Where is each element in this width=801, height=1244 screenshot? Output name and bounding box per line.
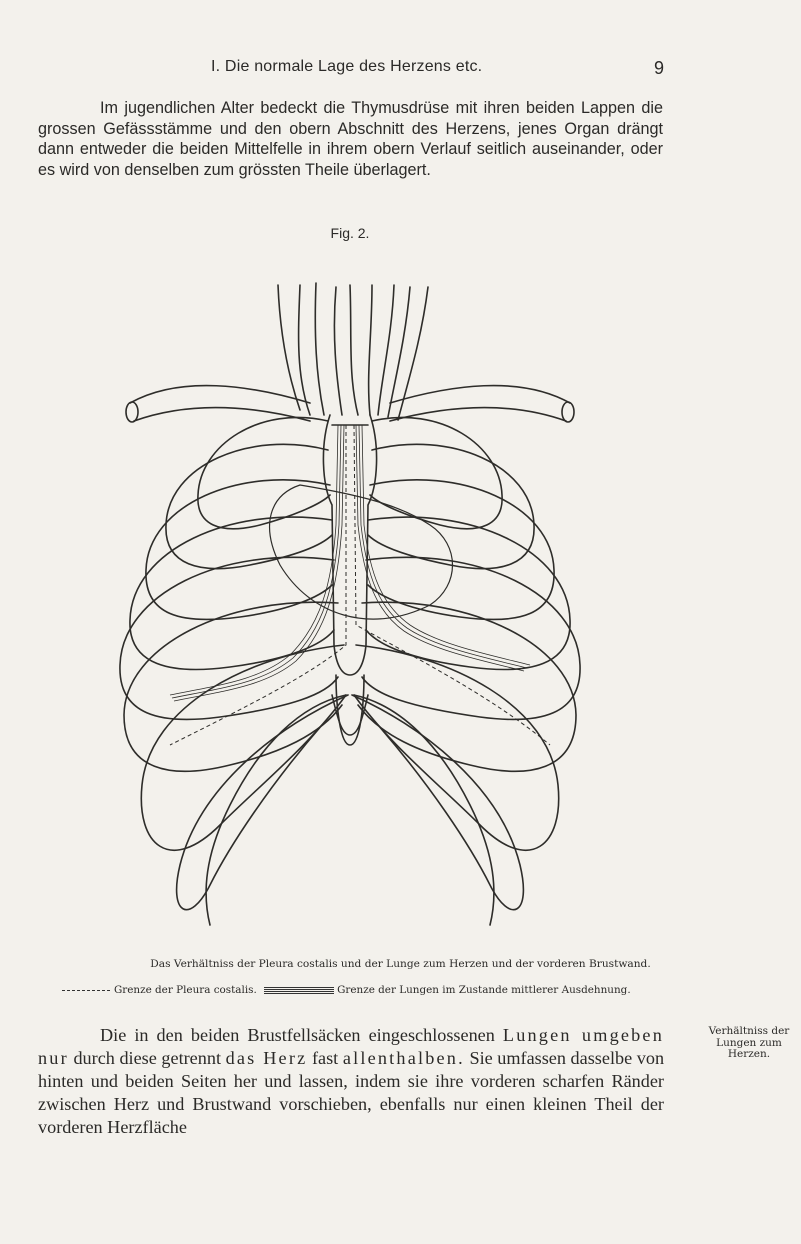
paragraph-2-emph-allenthalben: allenthalben.	[342, 1048, 465, 1068]
paragraph-2-part3: fast	[311, 1048, 339, 1068]
ribs-right	[352, 417, 580, 909]
figure-legend	[62, 984, 702, 996]
sternum	[323, 415, 376, 735]
clavicles	[126, 386, 574, 422]
paragraph-2-emph-lungen: Lungen umgeben nur	[38, 1025, 664, 1068]
paragraph-1-text: Im jugendlichen Alter bedeckt die Thymusdrüse mit ihren beiden Lappen die grossen Gefässstämme und den obern Abschnitt des Herzens, jenes Organ drängt dann entweder die beiden Mittelfelle in ihrem obern Verlauf seitlich auseinander, oder es wird von denselben zum grössten Theile überlagert.	[38, 99, 663, 179]
figure-caption: Das Verhältniss der Pleura costalis und der Lunge zum Herzen und der vorderen Brustwand.	[150, 958, 651, 970]
paragraph-2-part4: Sie umfassen dasselbe von hinten und beiden Seiten her und lassen, indem sie ihre vorderen scharfen Ränder zwischen Herz und Brustwand vorschieben, ebenfalls nur einen kleinen Theil der vorderen Herzfläche	[38, 1048, 665, 1137]
paragraph-2	[38, 1024, 664, 1139]
dashed-line-symbol	[62, 990, 110, 991]
legend-pleura-text: Grenze der Pleura costalis.	[114, 984, 257, 996]
figure-thorax	[110, 225, 590, 955]
hatched-line-symbol	[264, 987, 334, 994]
paragraph-2-emph-herz: das Herz	[225, 1048, 308, 1068]
heart-outline	[270, 485, 453, 619]
legend-lungs-text: Grenze der Lungen im Zustande mittlerer Ausdehnung.	[337, 984, 631, 996]
paragraph-1	[38, 98, 663, 180]
figure-label: Fig. 2.	[330, 225, 370, 241]
paragraph-2-part1: Die in den beiden Brustfellsäcken eingeschlossenen	[100, 1025, 495, 1045]
margin-note: Verhältniss der Lungen zum Herzen.	[708, 1025, 790, 1060]
paragraph-2-part2: durch diese getrennt	[73, 1048, 221, 1068]
pleura-border-right	[354, 425, 550, 745]
running-title: I. Die normale Lage des Herzens etc.	[211, 58, 483, 75]
thorax-illustration	[110, 225, 590, 955]
page-number: 9	[654, 58, 665, 78]
ribs-left	[120, 417, 348, 909]
running-head	[0, 58, 801, 82]
lung-border-right	[362, 425, 530, 665]
